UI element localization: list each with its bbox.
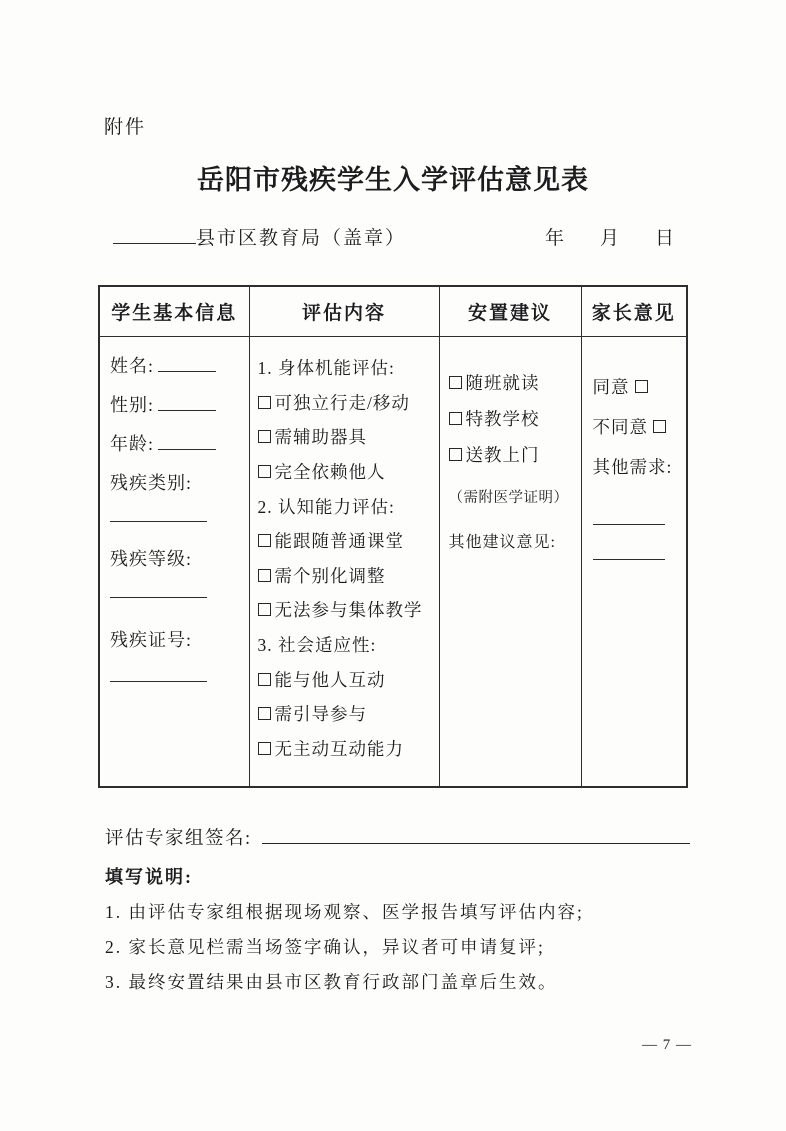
agree-label: 同意 <box>592 377 630 397</box>
section-title-cognitive: 2. 认知能力评估: <box>257 496 395 517</box>
item-label: 能与他人互动 <box>274 669 386 690</box>
disability-level-blank-field[interactable] <box>110 597 207 598</box>
checkbox-individualized-adjustment-icon[interactable] <box>258 569 271 582</box>
instructions-title: 填写说明: <box>105 867 193 887</box>
checkbox-fully-dependent-icon[interactable] <box>258 465 271 478</box>
assessment-item <box>258 523 435 558</box>
agree-row <box>593 367 683 407</box>
other-needs-label: 其他需求: <box>592 457 673 477</box>
signature-label: 评估专家组签名: <box>105 829 252 849</box>
gender-label: 性别: <box>110 394 155 415</box>
instruction-item-3: 3. 最终安置结果由县市区教育行政部门盖章后生效。 <box>105 972 558 992</box>
checkbox-special-education-school-icon[interactable] <box>449 412 462 425</box>
option-label: 随班就读 <box>465 373 540 393</box>
checkbox-needs-guidance-icon[interactable] <box>258 707 271 720</box>
disagree-label: 不同意 <box>592 417 648 437</box>
medical-proof-note: （需附医学证明） <box>448 490 569 506</box>
assessment-item <box>258 731 435 766</box>
instruction-item-1: 1. 由评估专家组根据现场观察、医学报告填写评估内容; <box>105 902 584 922</box>
other-advice-label: 其他建议意见: <box>448 534 556 551</box>
disability-type-label: 残疾类别: <box>110 472 193 493</box>
col-header-student-info: 学生基本信息 <box>99 286 249 336</box>
assessment-item <box>258 454 435 489</box>
instruction-item-2: 2. 家长意见栏需当场签字确认，异议者可申请复评; <box>105 937 545 957</box>
item-label: 需辅助器具 <box>274 427 367 448</box>
checkbox-attend-regular-class-icon[interactable] <box>449 376 462 389</box>
page-number: — 7 — <box>642 1037 692 1053</box>
placement-option <box>449 437 577 473</box>
disability-level-label: 残疾等级: <box>110 548 193 569</box>
month-label: 月 <box>599 228 621 249</box>
assessment-item <box>258 696 435 731</box>
assessment-item <box>258 593 435 628</box>
assessment-item <box>258 420 435 455</box>
issuer-label: 县市区教育局（盖章） <box>196 228 407 249</box>
checkbox-follow-regular-class-icon[interactable] <box>258 534 271 547</box>
other-needs-blank-field-1[interactable] <box>593 524 665 525</box>
item-label: 能跟随普通课堂 <box>274 531 404 552</box>
col-header-assessment-content: 评估内容 <box>249 286 439 336</box>
assessment-table <box>98 285 688 788</box>
issuer-blank-field[interactable] <box>113 227 196 244</box>
gender-row <box>110 394 243 416</box>
disagree-row <box>593 407 683 447</box>
age-label: 年龄: <box>110 433 155 454</box>
item-label: 需个别化调整 <box>274 565 386 586</box>
checkbox-home-teaching-icon[interactable] <box>449 448 462 461</box>
col-header-placement-advice: 安置建议 <box>439 286 581 336</box>
assessment-item <box>258 558 435 593</box>
other-needs-blank-field-2[interactable] <box>593 559 665 560</box>
student-info-cell <box>99 336 249 787</box>
year-label: 年 <box>544 228 566 249</box>
age-row <box>110 433 243 455</box>
item-label: 无主动互动能力 <box>274 738 404 759</box>
assessment-item <box>258 385 435 420</box>
section-title-social: 3. 社会适应性: <box>257 635 377 656</box>
page-title: 岳阳市残疾学生入学评估意见表 <box>197 165 589 195</box>
name-row <box>110 355 243 377</box>
item-label: 无法参与集体教学 <box>274 600 423 621</box>
table-body-row <box>99 336 687 787</box>
expert-signature-row <box>105 824 690 850</box>
gender-blank-field[interactable] <box>158 396 216 411</box>
item-label: 需引导参与 <box>274 704 367 725</box>
placement-option <box>449 401 577 437</box>
option-label: 特教学校 <box>465 409 540 429</box>
date-fields <box>545 223 676 250</box>
checkbox-cannot-join-group-teaching-icon[interactable] <box>258 603 271 616</box>
col-header-parent-opinion: 家长意见 <box>581 286 687 336</box>
checkbox-disagree-icon[interactable] <box>653 420 666 433</box>
checkbox-needs-assistive-devices-icon[interactable] <box>258 430 271 443</box>
placement-option <box>449 365 577 401</box>
checkbox-no-active-interaction-icon[interactable] <box>258 742 271 755</box>
age-blank-field[interactable] <box>158 435 216 450</box>
item-label: 完全依赖他人 <box>274 462 386 483</box>
day-label: 日 <box>654 228 676 249</box>
checkbox-can-interact-icon[interactable] <box>258 673 271 686</box>
filling-instructions <box>105 866 706 993</box>
assessment-item <box>258 662 435 697</box>
item-label: 可独立行走/移动 <box>274 392 410 413</box>
issuer-line <box>113 223 676 250</box>
attachment-label: 附件 <box>104 117 147 138</box>
signature-blank-field[interactable] <box>262 827 690 844</box>
disability-cert-label: 残疾证号: <box>110 629 193 650</box>
checkbox-walk-independently-icon[interactable] <box>258 396 271 409</box>
name-label: 姓名: <box>110 355 155 376</box>
table-header-row <box>99 286 687 336</box>
disability-type-blank-field[interactable] <box>110 521 207 522</box>
checkbox-agree-icon[interactable] <box>635 380 648 393</box>
disability-cert-blank-field[interactable] <box>110 681 207 682</box>
name-blank-field[interactable] <box>158 357 216 372</box>
option-label: 送教上门 <box>465 445 540 465</box>
placement-advice-cell <box>439 336 581 787</box>
assessment-content-cell <box>249 336 439 787</box>
parent-opinion-cell <box>581 336 687 787</box>
section-title-physical: 1. 身体机能评估: <box>257 358 395 379</box>
